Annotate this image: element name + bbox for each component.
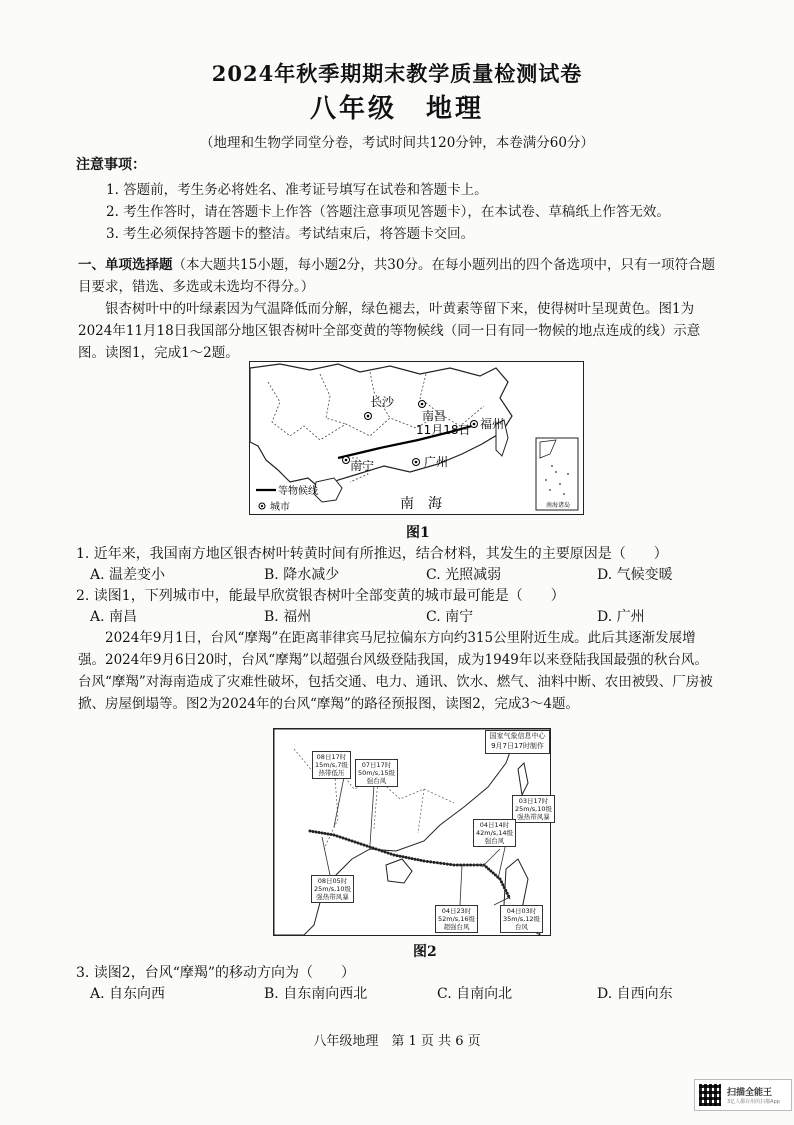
track-box — [512, 795, 555, 823]
forecast-source-line: 国家气象信息中心 — [489, 732, 546, 740]
question-1-option-c[interactable]: C. 光照减弱 — [426, 567, 502, 583]
box-line: 04日23时 — [441, 907, 472, 915]
question-3-option-a[interactable]: A. 自东向西 — [90, 986, 166, 1002]
track-bead — [449, 863, 452, 866]
track-bead — [466, 864, 469, 867]
box-line: 强台风 — [366, 777, 387, 785]
track-bead — [501, 883, 504, 886]
box-line: 超强台风 — [443, 923, 470, 931]
note-item: 2. 考生作答时，请在答题卡上作答（答题注意事项见答题卡），在本试卷、草稿纸上作答无效。 — [106, 204, 670, 220]
box-line: 强热带风暴 — [517, 813, 550, 821]
track-bead — [354, 841, 357, 844]
track-bead — [405, 856, 408, 859]
track-bead — [363, 844, 366, 847]
track-bead — [433, 861, 436, 864]
label-guangzhou: 广州 — [424, 455, 449, 469]
label-fuzhou: 福州 — [480, 417, 505, 431]
track-bead — [411, 857, 414, 860]
track-bead — [453, 864, 456, 867]
track-bead — [345, 838, 348, 841]
box-line: 04日14时 — [479, 821, 510, 829]
track-bead — [423, 860, 426, 863]
forecast-source-line: 9月7日17时制作 — [491, 742, 544, 750]
track-bead — [489, 870, 492, 873]
label-date: 11月18日 — [416, 423, 471, 437]
leader-line — [460, 865, 462, 905]
question-2-stem: 2. 读图1，下列城市中，能最早欣赏银杏树叶全部变黄的城市最可能是（ ） — [76, 588, 565, 604]
box-line: 台风 — [515, 923, 529, 931]
track-bead — [321, 832, 324, 835]
taiwan-island — [518, 763, 528, 795]
note-item: 3. 考生必须保持答题卡的整洁。考试结束后，将答题卡交回。 — [106, 226, 475, 242]
passage-typhoon: 2024年9月1日，台风“摩羯”在距离菲律宾马尼拉偏东方向约315公里附近生成。此后其逐渐发展增强。2024年9月6日20时，台风“摩羯”以超强台风级登陆我国，成为1949年以来登陆我国最强的秋台风。台风“摩羯”对海南造成了灾难性破坏，包括交通、电力、通讯、饮水、燃气、油料中断、农田被毁、厂房被掀、房屋倒塌等。图2为2024年的台风“摩羯”的路径预报图，读图2，完成3～4题。 — [78, 630, 713, 712]
box-line: 07日17时 — [361, 761, 392, 769]
box-line: 强热带风暴 — [316, 893, 349, 901]
city-guangzhou — [413, 459, 420, 466]
exam-subtitle: （地理和生物学同堂分卷，考试时间共120分钟，本卷满分60分） — [200, 135, 594, 151]
track-bead — [426, 860, 429, 863]
track-bead — [378, 849, 381, 852]
figure2-map — [273, 728, 551, 936]
track-bead — [312, 830, 315, 833]
page-footer: 八年级地理 第 1 页 共 6 页 — [313, 1034, 481, 1049]
track-bead — [414, 858, 417, 861]
track-bead — [479, 864, 482, 867]
track-bead — [309, 830, 312, 833]
forecast-source-box — [485, 730, 550, 754]
track-bead — [357, 842, 360, 845]
legend-city-symbol — [259, 503, 265, 509]
track-box — [355, 759, 398, 787]
label-changsha: 长沙 — [370, 395, 395, 409]
scanner-watermark — [694, 1079, 792, 1111]
track-bead — [446, 863, 449, 866]
track-bead — [487, 868, 490, 871]
box-line: 15m/s,7级 — [315, 761, 348, 769]
city-nanchang — [419, 401, 426, 408]
question-1-option-a[interactable]: A. 温差变小 — [90, 567, 166, 583]
track-bead — [429, 860, 432, 863]
label-nanning: 南宁 — [350, 459, 375, 473]
scanner-brand — [727, 1085, 780, 1105]
track-bead — [387, 852, 390, 855]
question-2-option-c[interactable]: C. 南宁 — [426, 609, 474, 625]
track-bead — [408, 857, 411, 860]
track-bead — [504, 889, 507, 892]
track-bead — [342, 837, 345, 840]
track-bead — [485, 866, 488, 869]
box-line: 热带低压 — [318, 769, 345, 777]
track-bead — [351, 840, 354, 843]
section-heading-title: 一、单项选择题 — [78, 257, 173, 273]
box-line: 42m/s,14级 — [476, 829, 514, 837]
question-1-stem: 1. 近年来，我国南方地区银杏树叶转黄时间有所推迟，结合材料，其发生的主要原因是（ ） — [76, 546, 668, 562]
track-box — [312, 751, 351, 779]
track-bead — [381, 850, 384, 853]
track-bead — [360, 843, 363, 846]
section-heading-rules: （本大题共15小题，每小题2分，共30分。在每小题列出的四个备选项中，只有一项符合题目要求，错选、多选或未选均不得分。） — [78, 257, 715, 295]
track-bead — [476, 864, 479, 867]
figure1-map — [249, 361, 584, 515]
track-bead — [463, 864, 466, 867]
track-bead — [500, 880, 503, 883]
legend-city-label: 城市 — [270, 502, 290, 513]
track-bead — [503, 886, 506, 889]
track-bead — [420, 859, 423, 862]
box-line: 25m/s,10级 — [515, 805, 553, 813]
question-1-option-b[interactable]: B. 降水减少 — [264, 567, 340, 583]
track-bead — [348, 839, 351, 842]
track-bead — [469, 864, 472, 867]
box-line: 强台风 — [484, 837, 505, 845]
question-3-option-b[interactable]: B. 自东南向西北 — [264, 986, 368, 1002]
note-item: 1. 答题前，考生务必将姓名、准考证号填写在试卷和答题卡上。 — [106, 182, 488, 198]
track-bead — [473, 864, 476, 867]
question-3-option-c[interactable]: C. 自南向北 — [437, 986, 513, 1002]
figure1-caption: 图1 — [406, 525, 430, 541]
figure1-svg — [250, 362, 583, 514]
passage-ginkgo: 银杏树叶中的叶绿素因为气温降低而分解，绿色褪去，叶黄素等留下来，使得树叶呈现黄色。图1为2024年11月18日我国部分地区银杏树叶全部变黄的等物候线（同一日有同一物候的地点连成的线）示意图。读图1，完成1～2题。 — [78, 301, 701, 361]
track-box — [435, 905, 478, 933]
box-line: 03日17时 — [518, 797, 549, 805]
city-fuzhou — [471, 421, 478, 428]
track-bead — [336, 835, 339, 838]
notes-heading: 注意事项： — [76, 157, 146, 173]
track-bead — [443, 862, 446, 865]
leader-line — [482, 849, 500, 867]
label-nanchang: 南昌 — [422, 409, 447, 423]
subject-title: 八年级 地理 — [309, 94, 484, 124]
track-bead — [333, 834, 336, 837]
track-bead — [402, 855, 405, 858]
track-bead — [492, 872, 495, 875]
city-nanning — [343, 457, 350, 464]
city-changsha — [365, 413, 372, 420]
box-line: 08日17时 — [316, 753, 347, 761]
track-bead — [396, 854, 399, 857]
track-bead — [499, 878, 502, 881]
track-bead — [417, 858, 420, 861]
track-box — [311, 875, 354, 903]
track-bead — [390, 853, 393, 856]
hainan-island — [314, 478, 342, 502]
track-bead — [436, 861, 439, 864]
box-line: 08日05时 — [317, 877, 348, 885]
track-bead — [324, 832, 327, 835]
question-2-option-a[interactable]: A. 南昌 — [90, 609, 138, 625]
track-bead — [375, 848, 378, 851]
section-heading — [78, 254, 718, 298]
question-2-option-d[interactable]: D. 广州 — [597, 609, 645, 625]
inset-label: 南海诸岛 — [546, 502, 571, 509]
track-bead — [339, 836, 342, 839]
track-box — [500, 905, 543, 933]
track-box — [473, 819, 516, 847]
track-bead — [369, 846, 372, 849]
box-line: 50m/s,15级 — [358, 769, 396, 777]
qr-code-icon — [699, 1084, 721, 1106]
track-bead — [456, 864, 459, 867]
track-bead — [506, 892, 509, 895]
track-bead — [318, 831, 321, 834]
question-2-option-b[interactable]: B. 福州 — [264, 609, 312, 625]
track-bead — [366, 845, 369, 848]
track-bead — [330, 833, 333, 836]
scanner-tagline: 3亿人都在用的扫描App — [727, 1099, 780, 1105]
scanner-brand-name: 扫描全能王 — [727, 1088, 773, 1098]
question-3-stem: 3. 读图2，台风“摩羯”的移动方向为（ ） — [76, 965, 356, 981]
box-line: 04日03时 — [506, 907, 537, 915]
label-south-sea: 南 海 — [400, 496, 442, 512]
track-bead — [372, 847, 375, 850]
track-bead — [399, 855, 402, 858]
track-bead — [393, 854, 396, 857]
question-1-option-d[interactable]: D. 气候变暖 — [597, 567, 673, 583]
track-bead — [315, 831, 318, 834]
track-bead — [327, 833, 330, 836]
track-bead — [384, 851, 387, 854]
track-bead — [439, 862, 442, 865]
box-line: 52m/s,16级 — [438, 915, 476, 923]
box-line: 25m/s,10级 — [314, 885, 352, 893]
legend-line-label: 等物候线 — [278, 486, 318, 497]
track-bead — [494, 874, 497, 877]
figure2-caption: 图2 — [413, 944, 437, 960]
box-line: 35m/s,12级 — [503, 915, 541, 923]
question-3-option-d[interactable]: D. 自西向东 — [597, 986, 673, 1002]
hainan-island — [386, 859, 412, 883]
exam-title: 2024年秋季期期末教学质量检测试卷 — [211, 61, 583, 86]
